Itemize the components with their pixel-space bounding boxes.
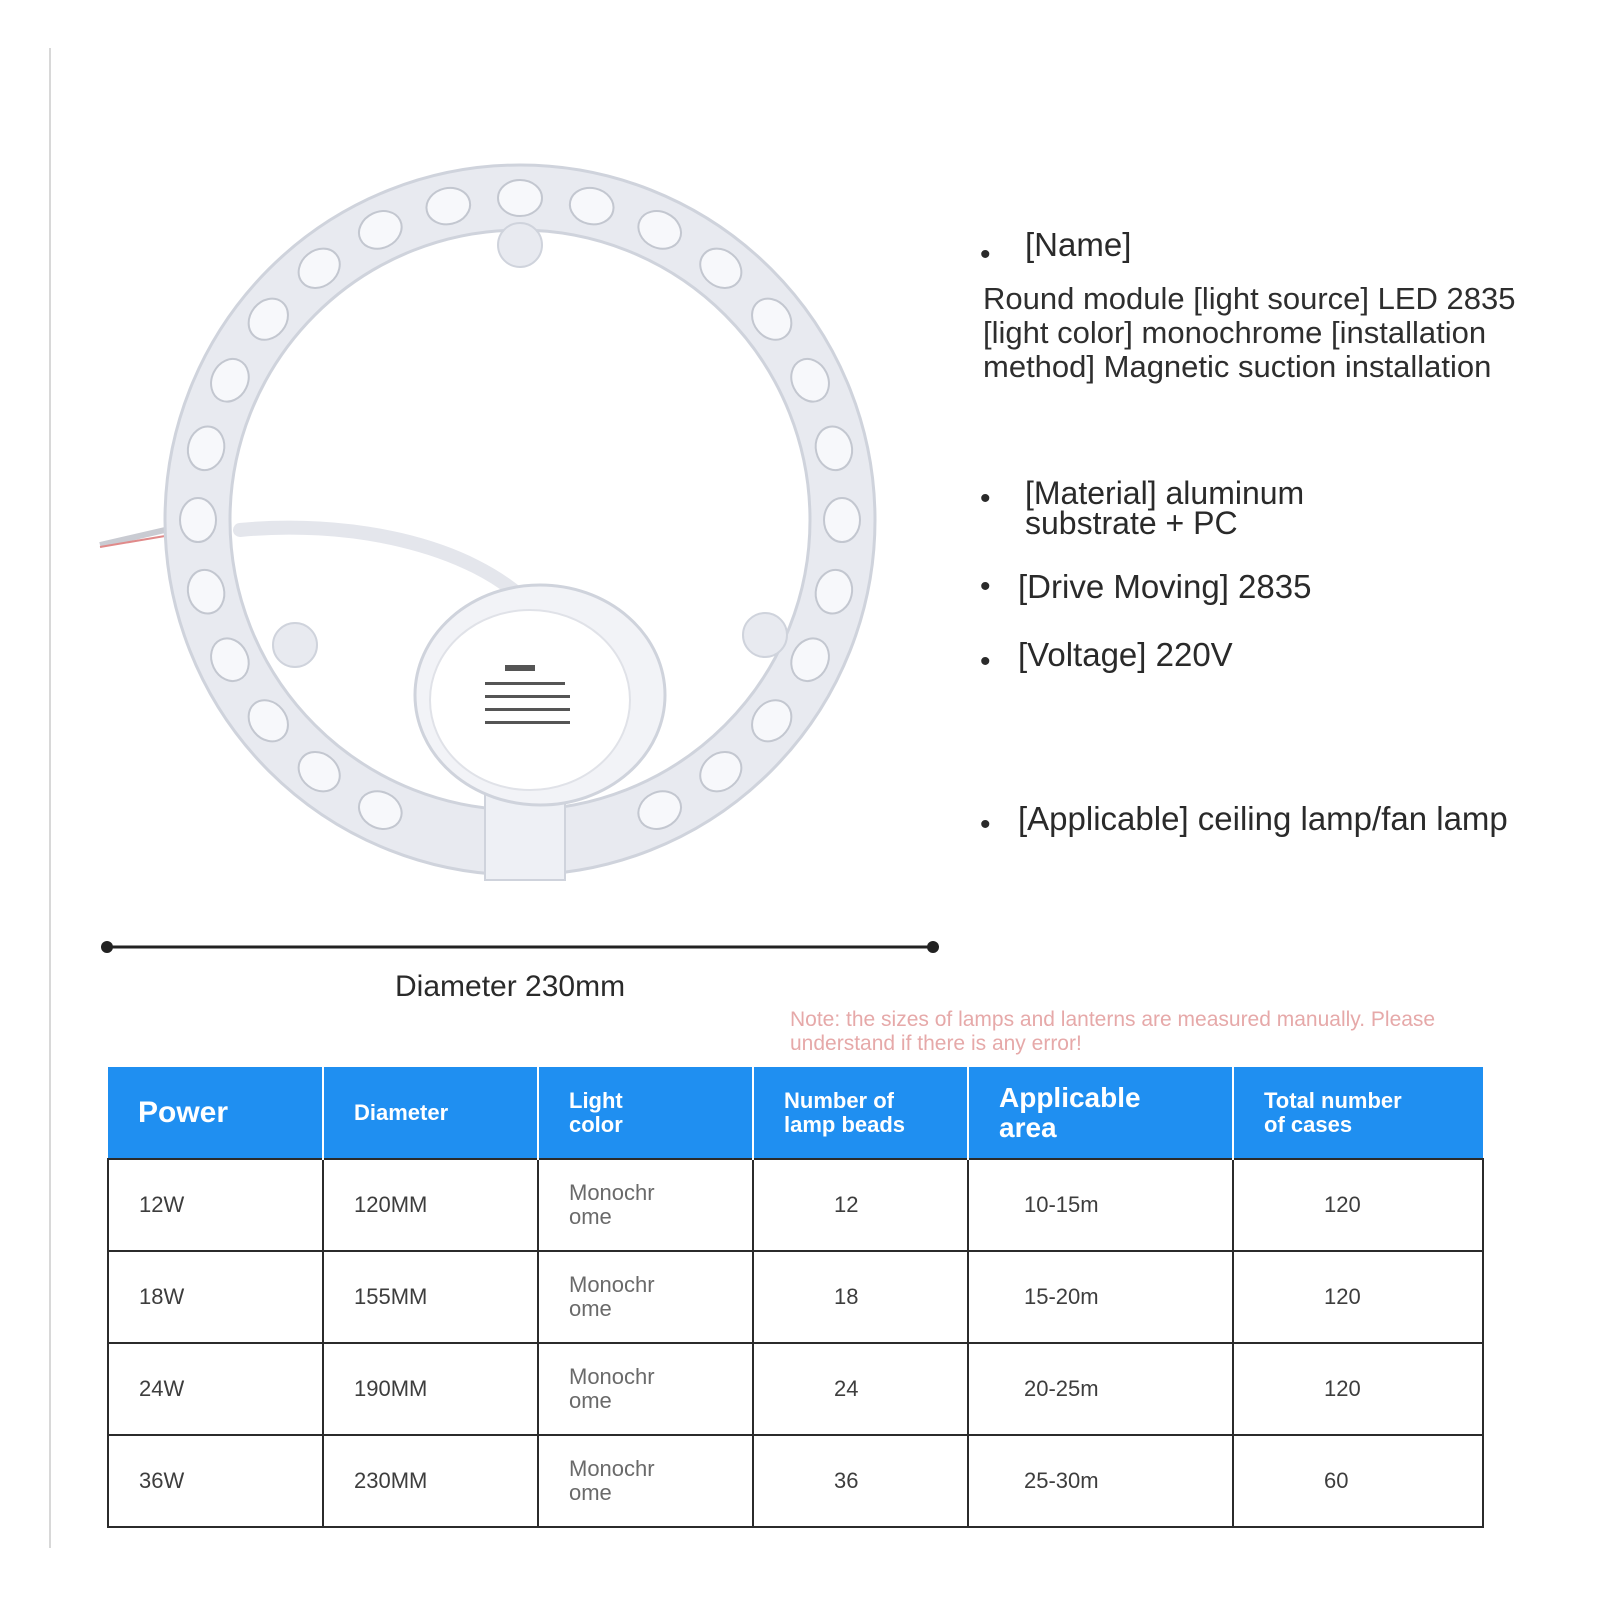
cell-light-color-text: Monochrome	[569, 1272, 655, 1321]
header-lamp-beads-text: Number of lamp beads	[784, 1087, 906, 1137]
bullet: •	[980, 238, 991, 271]
header-applicable-area	[968, 1067, 1233, 1159]
table-header-row	[108, 1067, 1483, 1159]
bullet: •	[980, 808, 991, 841]
header-power: Power	[108, 1067, 323, 1159]
led-bead	[824, 498, 860, 542]
header-light-color	[538, 1067, 753, 1159]
spec-material: [Material] aluminum substrate + PC	[1025, 475, 1305, 541]
cell-light-color	[538, 1435, 753, 1527]
spec-name-description: Round module [light source] LED 2835 [light color] monochrome [installation method] Magnetic suction installation	[983, 281, 1516, 384]
cell-total-cases: 120	[1233, 1159, 1483, 1251]
bullet: •	[980, 482, 991, 515]
header-total-cases-text: Total number of cases	[1264, 1087, 1402, 1137]
led-bead	[180, 498, 216, 542]
table-row	[108, 1343, 1483, 1435]
cell-power: 24W	[108, 1343, 323, 1435]
cell-light-color-text: Monochrome	[569, 1180, 655, 1229]
cell-total-cases: 60	[1233, 1435, 1483, 1527]
cell-power: 12W	[108, 1159, 323, 1251]
cell-applicable-area: 15-20m	[968, 1251, 1233, 1343]
cell-diameter: 190MM	[323, 1343, 538, 1435]
header-light-color-text: Light color	[569, 1087, 623, 1137]
cell-lamp-beads: 18	[753, 1251, 968, 1343]
table-row	[108, 1435, 1483, 1527]
cell-light-color-text: Monochrome	[569, 1364, 655, 1413]
led-bead	[498, 180, 542, 216]
header-lamp-beads	[753, 1067, 968, 1159]
cell-applicable-area: 20-25m	[968, 1343, 1233, 1435]
spec-drive: [Drive Moving] 2835	[1018, 568, 1312, 605]
measurement-note: Note: the sizes of lamps and lanterns are measured manually. Please understand if there is any error!	[790, 1008, 1436, 1055]
cell-lamp-beads: 36	[753, 1435, 968, 1527]
cell-diameter: 120MM	[323, 1159, 538, 1251]
cell-diameter: 155MM	[323, 1251, 538, 1343]
spec-voltage: [Voltage] 220V	[1018, 636, 1233, 673]
table-row	[108, 1159, 1483, 1251]
diameter-dimension-line	[100, 940, 940, 954]
cell-applicable-area: 25-30m	[968, 1435, 1233, 1527]
diameter-label: Diameter 230mm	[395, 970, 626, 1003]
cell-lamp-beads: 24	[753, 1343, 968, 1435]
spec-applicable: [Applicable] ceiling lamp/fan lamp	[1018, 800, 1508, 837]
cell-light-color	[538, 1343, 753, 1435]
spec-table	[107, 1067, 1484, 1528]
bullet: •	[980, 645, 991, 678]
cell-total-cases: 120	[1233, 1343, 1483, 1435]
cell-light-color	[538, 1251, 753, 1343]
led-ring-module-image	[90, 150, 930, 910]
cell-applicable-area: 10-15m	[968, 1159, 1233, 1251]
header-total-cases	[1233, 1067, 1483, 1159]
cell-light-color-text: Monochrome	[569, 1456, 655, 1505]
table-row	[108, 1251, 1483, 1343]
header-diameter: Diameter	[323, 1067, 538, 1159]
cell-diameter: 230MM	[323, 1435, 538, 1527]
header-applicable-area-text: Applicable area	[999, 1081, 1141, 1143]
cell-light-color	[538, 1159, 753, 1251]
cell-lamp-beads: 12	[753, 1159, 968, 1251]
left-divider	[49, 48, 51, 1548]
cell-total-cases: 120	[1233, 1251, 1483, 1343]
spec-name-heading: [Name]	[1025, 226, 1132, 263]
cell-power: 18W	[108, 1251, 323, 1343]
cell-power: 36W	[108, 1435, 323, 1527]
bullet: •	[980, 570, 991, 603]
